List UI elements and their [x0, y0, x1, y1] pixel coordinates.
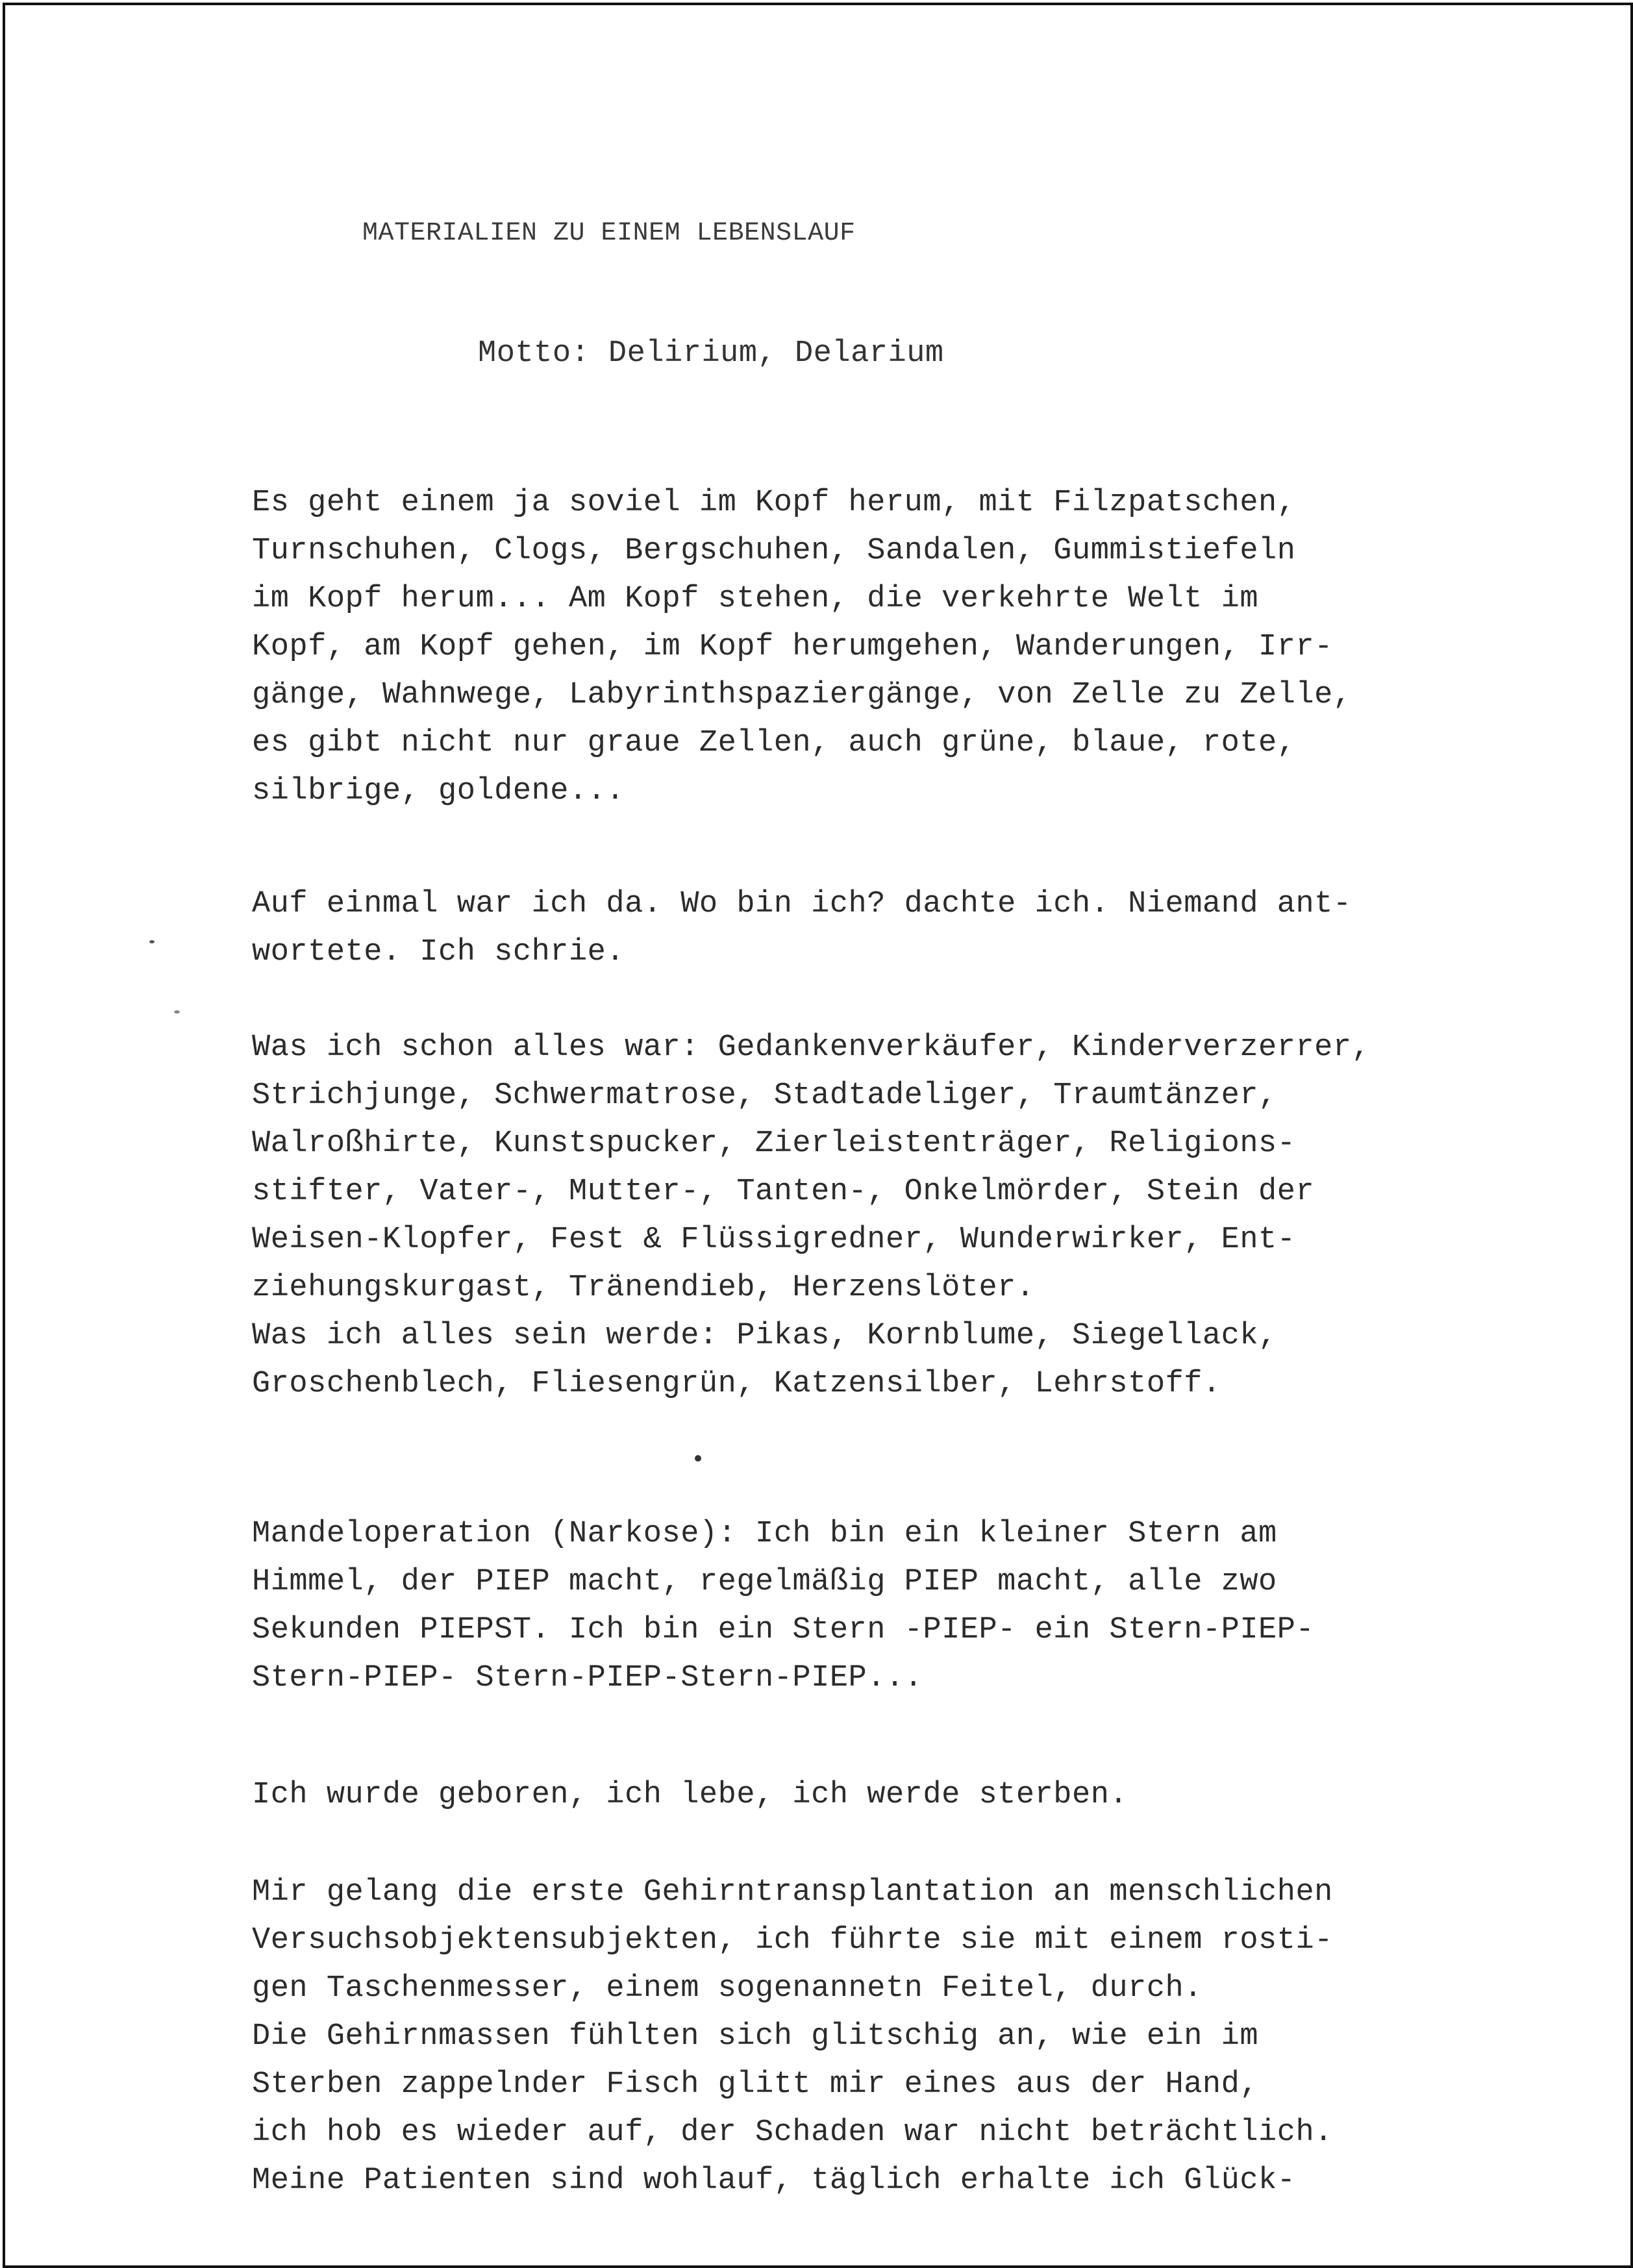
text-line: Mir gelang die erste Gehirntransplantation an menschlichen	[252, 1875, 1333, 1910]
page-frame	[3, 3, 1633, 2268]
text-line: Weisen-Klopfer, Fest & Flüssigredner, Wunderwirker, Ent-	[252, 1223, 1296, 1257]
text-line: Turnschuhen, Clogs, Bergschuhen, Sandalen, Gummistiefeln	[252, 534, 1296, 568]
text-line: Meine Patienten sind wohlauf, täglich erhalte ich Glück-	[252, 2163, 1296, 2198]
text-line: ich hob es wieder auf, der Schaden war nicht beträchtlich.	[252, 2115, 1333, 2150]
text-line: silbrige, goldene...	[252, 774, 625, 808]
text-line: Walroßhirte, Kunstspucker, Zierleistenträger, Religions-	[252, 1127, 1296, 1161]
text-line: stifter, Vater-, Mutter-, Tanten-, Onkelmörder, Stein der	[252, 1175, 1315, 1209]
text-line: Was ich schon alles war: Gedankenverkäufer, Kinderverzerrer,	[252, 1030, 1371, 1065]
text-line: ziehungskurgast, Tränendieb, Herzenslöter.	[252, 1271, 1035, 1305]
paragraph	[252, 1510, 1314, 1702]
text-line: Strichjunge, Schwermatrose, Stadtadeliger, Traumtänzer,	[252, 1078, 1277, 1113]
ink-dot	[695, 1455, 701, 1462]
text-line: es gibt nicht nur graue Zellen, auch grüne, blaue, rote,	[252, 726, 1296, 760]
text-line: Es geht einem ja soviel im Kopf herum, mit Filzpatschen,	[252, 486, 1296, 520]
text-line: wortete. Ich schrie.	[252, 935, 625, 969]
text-line: Stern-PIEP- Stern-PIEP-Stern-PIEP...	[252, 1661, 923, 1695]
text-line: Ich wurde geboren, ich lebe, ich werde sterben.	[252, 1778, 1128, 1812]
text-line: Die Gehirnmassen fühlten sich glitschig an, wie ein im	[252, 2019, 1259, 2054]
text-line: Mandeloperation (Narkose): Ich bin ein kleiner Stern am	[252, 1517, 1277, 1551]
text-line: Was ich alles sein werde: Pikas, Kornblume, Siegellack,	[252, 1319, 1277, 1353]
paper-speck	[149, 940, 155, 943]
text-line: gänge, Wahnwege, Labyrinthspaziergänge, von Zelle zu Zelle,	[252, 678, 1352, 712]
text-line: Kopf, am Kopf gehen, im Kopf herumgehen, Wanderungen, Irr-	[252, 630, 1333, 664]
text-line: gen Taschenmesser, einem sogenannetn Feitel, durch.	[252, 1971, 1203, 2006]
text-line: Sterben zappelnder Fisch glitt mir eines aus der Hand,	[252, 2067, 1259, 2102]
paper-speck	[174, 1010, 180, 1014]
text-line: Versuchsobjektensubjekten, ich führte sie mit einem rosti-	[252, 1923, 1333, 1958]
text-line: Auf einmal war ich da. Wo bin ich? dachte ich. Niemand ant-	[252, 887, 1352, 921]
document-motto: Motto: Delirium, Delarium	[478, 336, 944, 371]
paragraph	[252, 1024, 1370, 1408]
paragraph	[252, 880, 1352, 977]
text-line: Groschenblech, Fliesengrün, Katzensilber, Lehrstoff.	[252, 1367, 1221, 1401]
text-line: Himmel, der PIEP macht, regelmäßig PIEP macht, alle zwo	[252, 1565, 1277, 1599]
paragraph	[252, 1771, 1128, 1819]
paragraph	[252, 479, 1352, 816]
document-title: MATERIALIEN ZU EINEM LEBENSLAUF	[362, 219, 856, 248]
text-line: im Kopf herum... Am Kopf stehen, die verkehrte Welt im	[252, 582, 1259, 616]
paragraph	[252, 1869, 1333, 2205]
text-line: Sekunden PIEPST. Ich bin ein Stern -PIEP- ein Stern-PIEP-	[252, 1613, 1315, 1647]
